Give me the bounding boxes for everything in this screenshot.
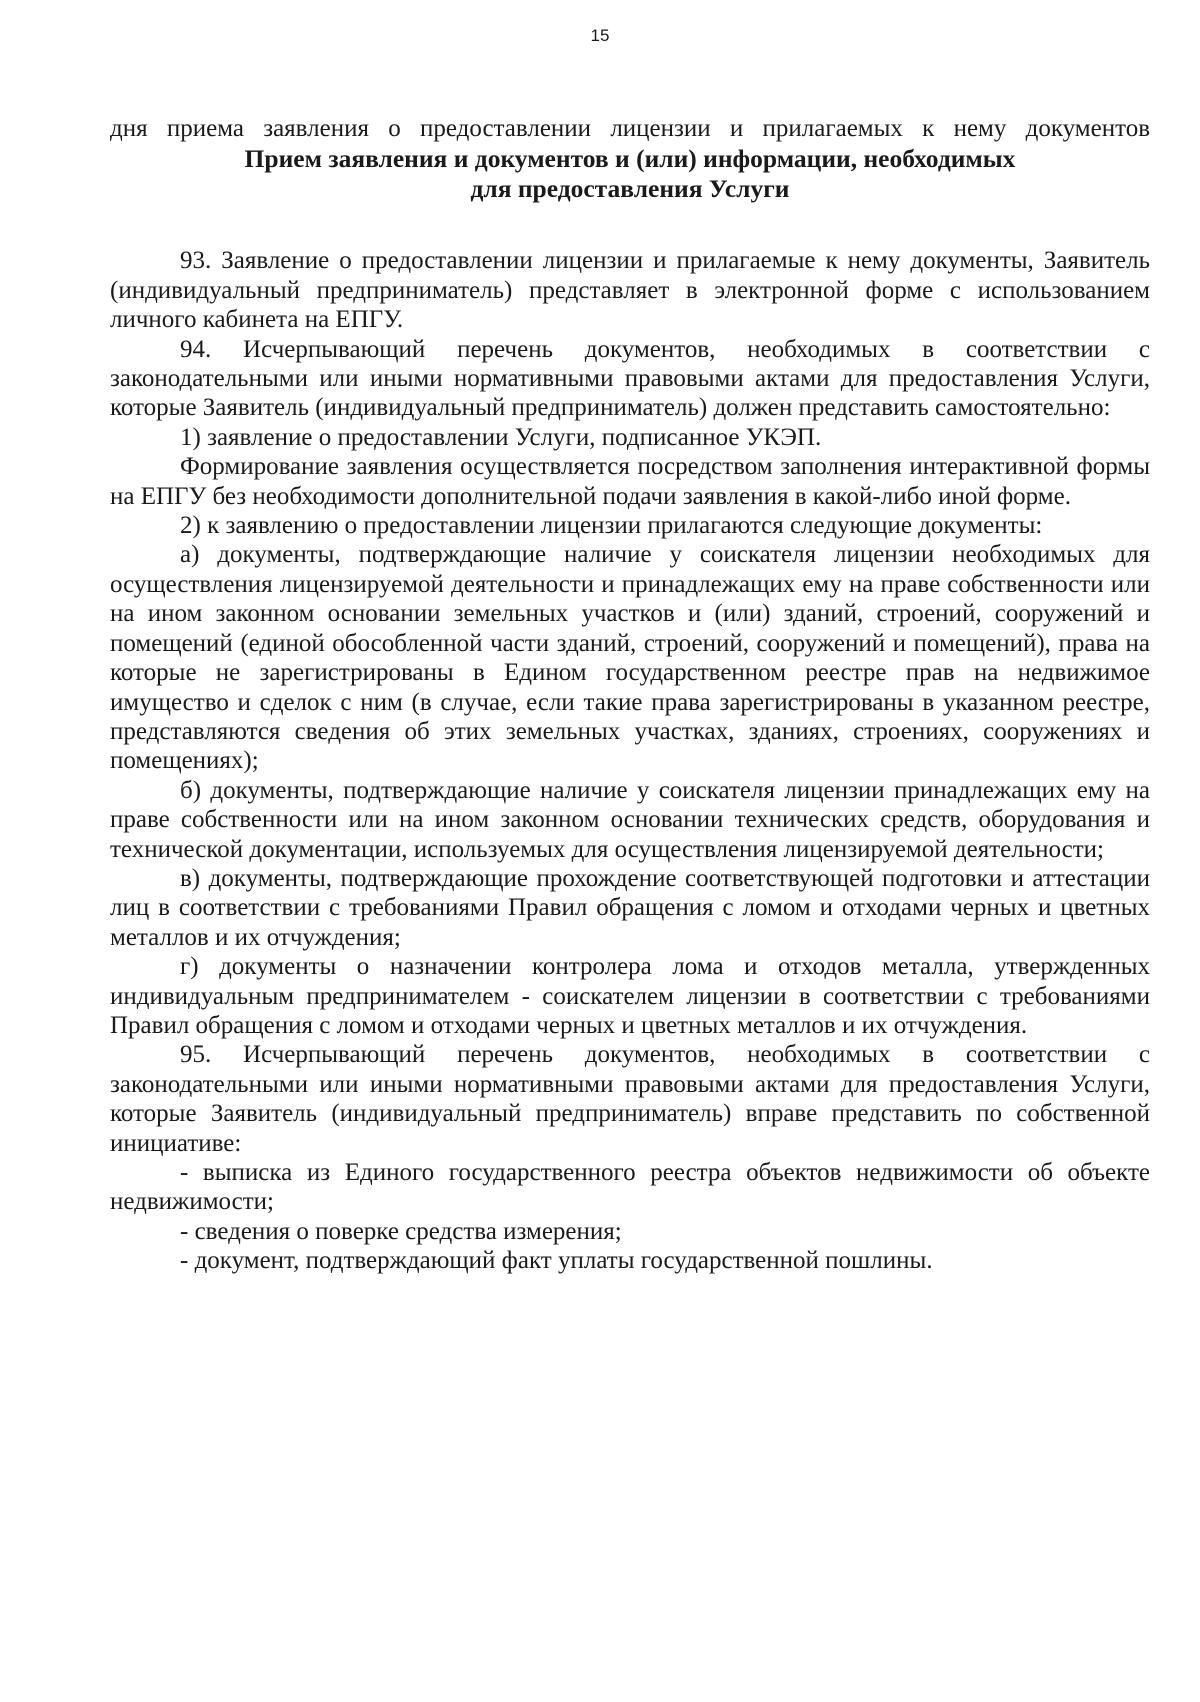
- item-2a-land-and-buildings: а) документы, подтверждающие наличие у соискателя лицензии необходимых для осуществления лицензируемой деятельности и принадлежащих ему на праве собственности или на ином законном основании земельных участков и (или) зданий, строений, сооружений и помещений (единой обособленной части зданий, строений, сооружений и помещений), права на которые не зарегистрированы в Едином государственном реестре прав на недвижимое имущество и сделок с ним (в случае, если такие права зарегистрированы в указанном реестре, представляются сведения об этих земельных участках, зданиях, строениях, сооружениях и помещениях);: [110, 541, 1150, 775]
- paragraph-95: 95. Исчерпывающий перечень документов, необходимых в соответствии с законодательными или иными нормативными правовыми актами для предоставления Услуги, которые Заявитель (индивидуальный предприниматель) вправе представить по собственной инициативе:: [110, 1041, 1150, 1157]
- list-item-duty-payment: - документ, подтверждающий факт уплаты государственной пошлины.: [180, 1247, 933, 1275]
- section-heading-line-2: для предоставления Услуги: [470, 174, 790, 204]
- item-2b-technical-means: б) документы, подтверждающие наличие у соискателя лицензии принадлежащих ему на праве собственности или на ином законном основании технических средств, оборудования и технической документации, используемых для осуществления лицензируемой деятельности;: [110, 776, 1150, 863]
- list-item-verification-info: - сведения о поверке средства измерения;: [180, 1217, 622, 1245]
- paragraph-93: 93. Заявление о предоставлении лицензии и прилагаемые к нему документы, Заявитель (индивидуальный предприниматель) представляет в электронной форме с использованием личного кабинета на ЕПГУ.: [110, 247, 1150, 334]
- paragraph-94: 94. Исчерпывающий перечень документов, необходимых в соответствии с законодательными или иными нормативными правовыми актами для предоставления Услуги, которые Заявитель (индивидуальный предприниматель) должен представить самостоятельно:: [110, 335, 1150, 422]
- page-number: 15: [590, 26, 610, 45]
- paragraph-application-forming: Формирование заявления осуществляется посредством заполнения интерактивной формы на ЕПГУ без необходимости дополнительной подачи заявления в какой-либо иной форме.: [110, 453, 1150, 510]
- item-1-application: 1) заявление о предоставлении Услуги, подписанное УКЭП.: [180, 423, 822, 451]
- item-2v-certification: в) документы, подтверждающие прохождение соответствующей подготовки и аттестации лиц в соответствии с требованиями Правил обращения с ломом и отходами черных и цветных металлов и их отчуждения;: [110, 864, 1150, 951]
- list-item-real-estate-extract: - выписка из Единого государственного реестра объектов недвижимости об объекте недвижимости;: [110, 1159, 1150, 1216]
- item-2-attached-documents: 2) к заявлению о предоставлении лицензии прилагаются следующие документы:: [180, 512, 1043, 540]
- lead-line: дня приема заявления о предоставлении лицензии и прилагаемых к нему документов: [110, 115, 1150, 142]
- item-2g-controller-appointment: г) документы о назначении контролера лома и отходов металла, утвержденных индивидуальным предпринимателем - соискателем лицензии в соответствии с требованиями Правил обращения с ломом и отходами черных и цветных металлов и их отчуждения.: [110, 953, 1150, 1039]
- section-heading: [110, 144, 1150, 204]
- document-body: [110, 114, 1150, 1276]
- section-heading-line-1: Прием заявления и документов и (или) информации, необходимых: [244, 144, 1016, 174]
